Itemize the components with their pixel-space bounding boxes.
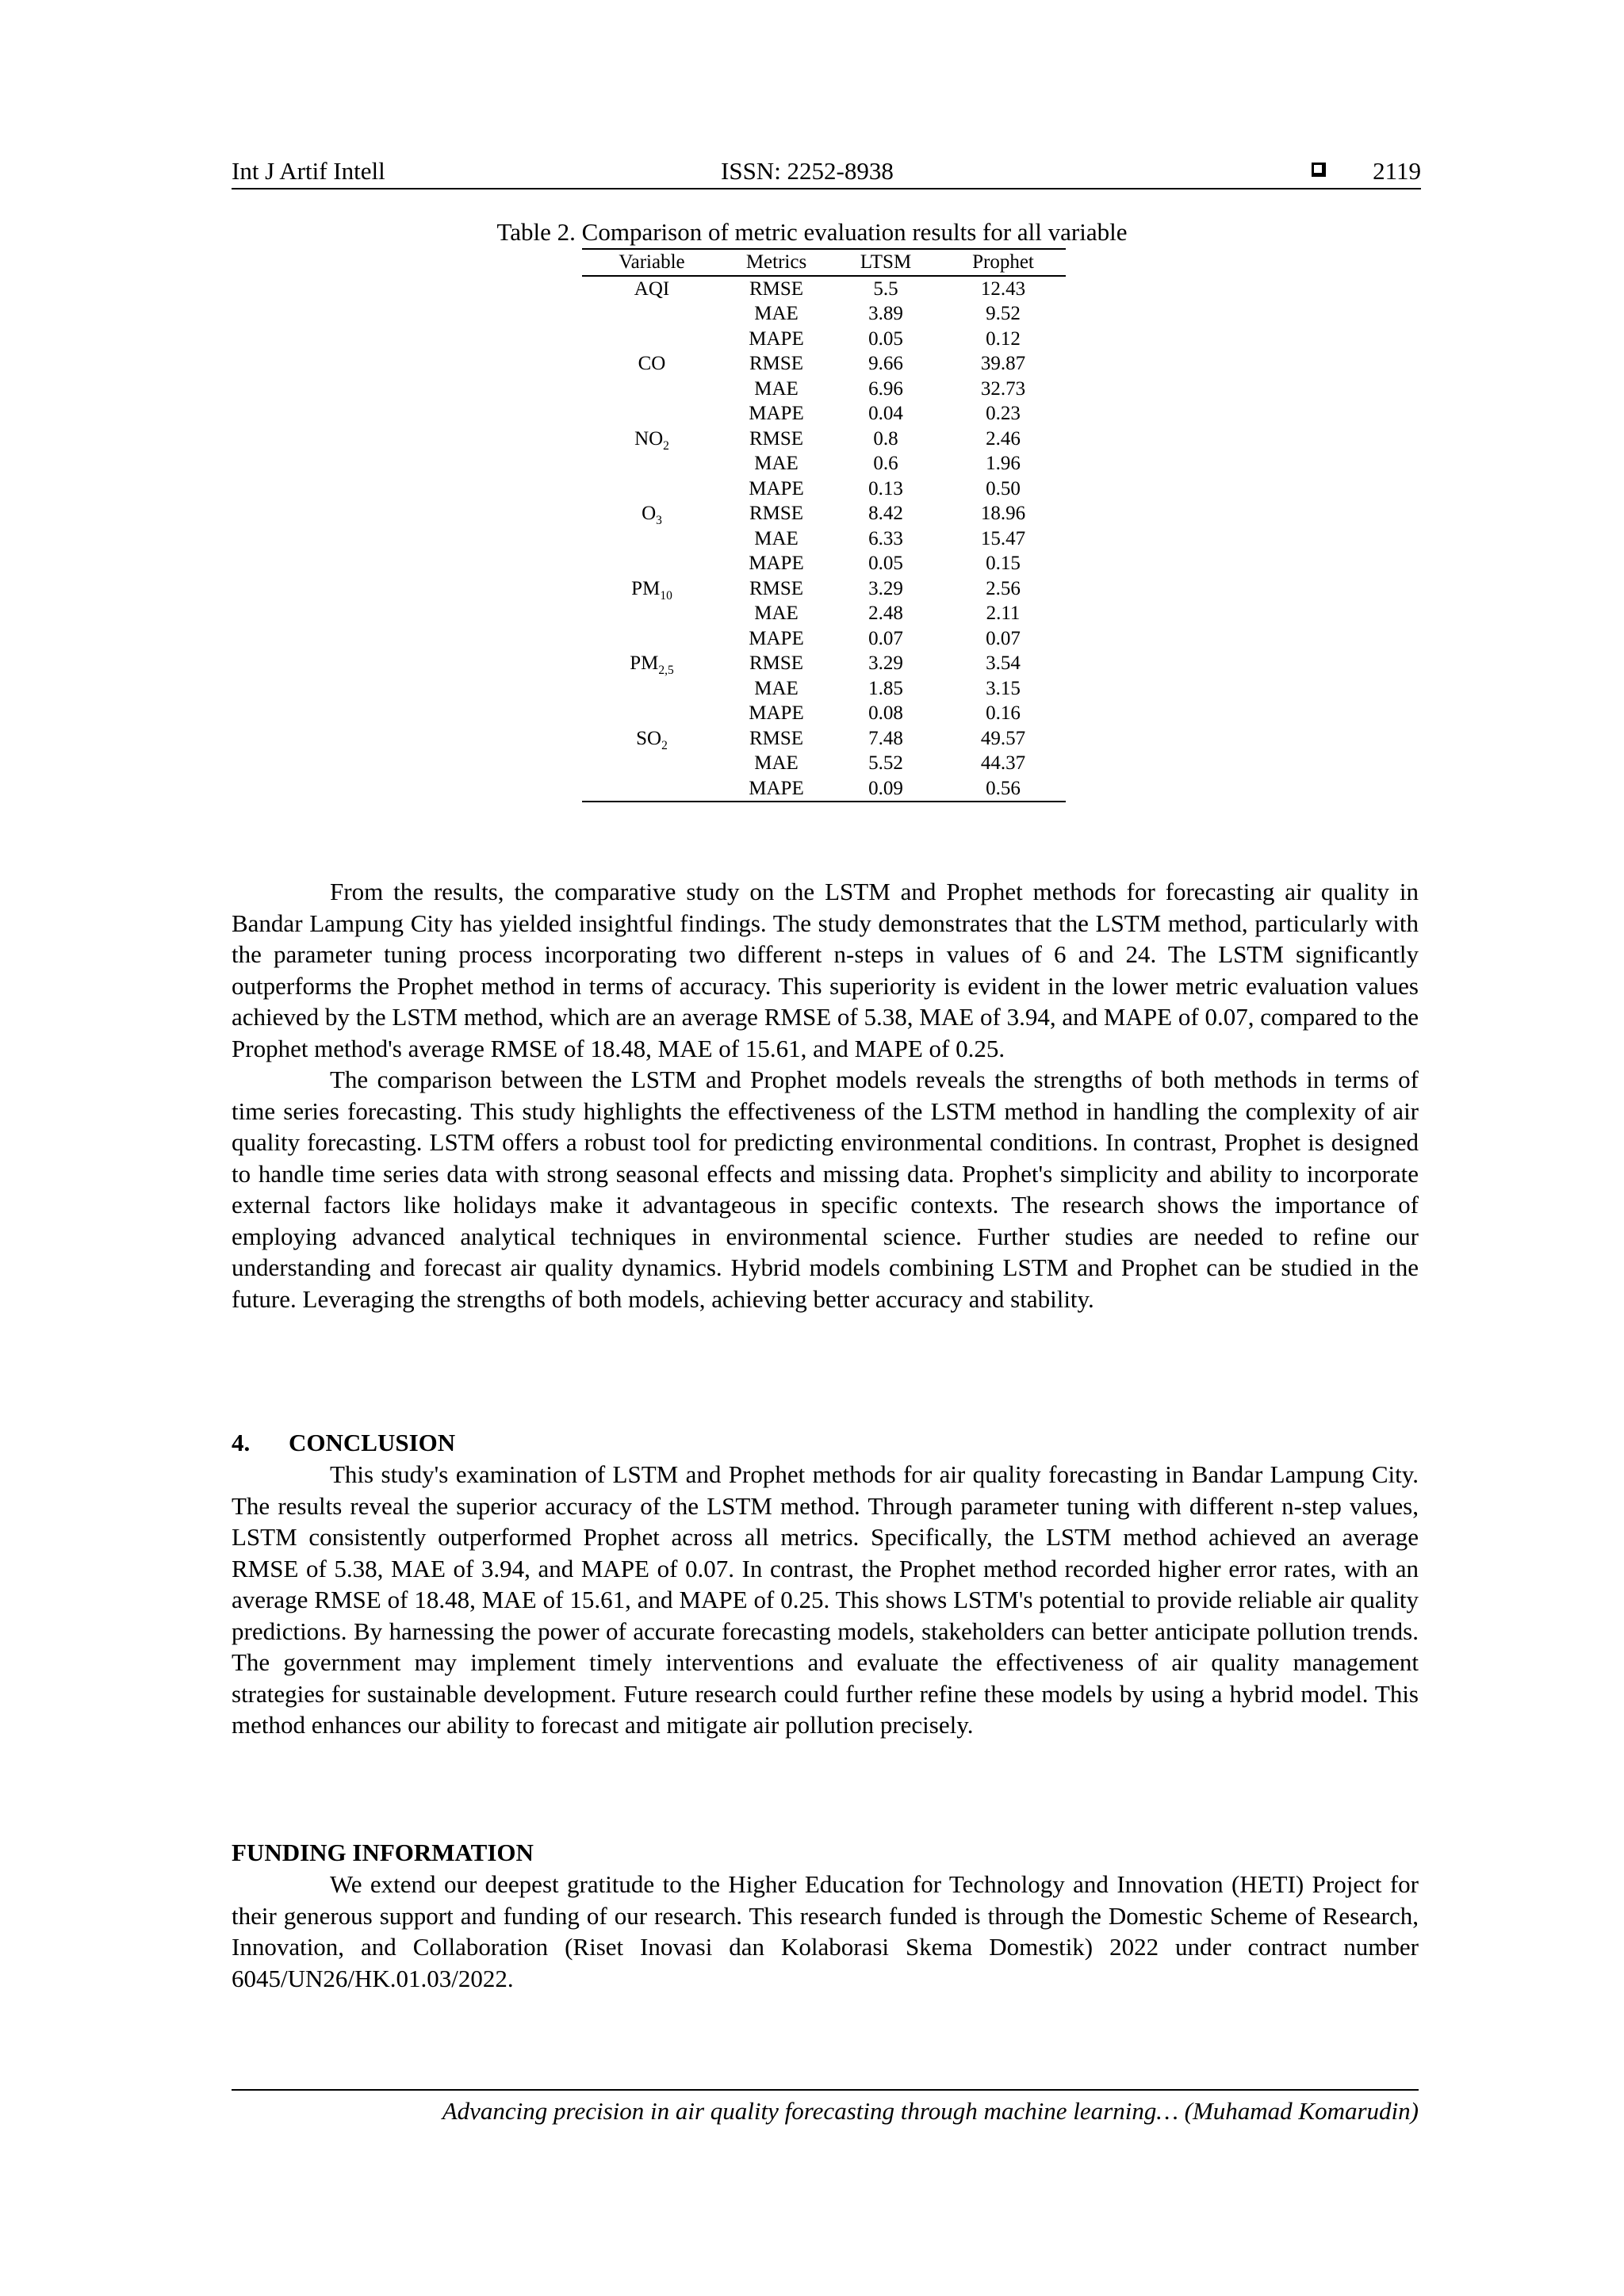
ltsm-value-cell: 0.8 <box>873 427 898 450</box>
ltsm-value-cell: 0.05 <box>868 327 903 350</box>
conclusion-body <box>232 1459 1419 1741</box>
page-header <box>232 155 1421 189</box>
table-row <box>582 276 1066 302</box>
results-discussion <box>232 876 1419 1314</box>
ltsm-value-cell: 8.42 <box>868 503 903 524</box>
variable-cell <box>582 401 722 427</box>
column-header: Metrics <box>745 251 807 273</box>
table-row <box>582 526 1066 552</box>
variable-cell <box>582 601 722 626</box>
variable-cell <box>582 276 722 302</box>
table-row <box>582 501 1066 526</box>
metric-cell: MAE <box>754 377 799 400</box>
variable-name: CO <box>638 353 666 374</box>
metric-cell: MAE <box>754 752 799 774</box>
prophet-value-cell: 2.11 <box>986 603 1021 624</box>
variable-subscript: 10 <box>660 588 672 603</box>
metric-cell: MAE <box>754 527 799 549</box>
table-row <box>582 776 1066 802</box>
ltsm-value-cell: 3.29 <box>868 577 903 599</box>
table-caption: Table 2. Comparison of metric evaluation results for all variable <box>496 218 1128 246</box>
variable-cell <box>582 476 722 502</box>
table-row <box>582 551 1066 576</box>
ltsm-value-cell: 5.52 <box>868 752 903 774</box>
variable-name: NO <box>634 427 664 450</box>
prophet-value-cell: 3.54 <box>986 652 1021 674</box>
table-row <box>582 401 1066 427</box>
variable-name: PM <box>630 652 659 674</box>
prophet-value-cell: 44.37 <box>980 752 1026 774</box>
table-row <box>582 701 1066 726</box>
ltsm-value-cell: 0.6 <box>873 453 898 474</box>
prophet-value-cell: 39.87 <box>980 353 1026 374</box>
prophet-value-cell: 49.57 <box>980 727 1026 749</box>
variable-cell <box>582 501 722 526</box>
metric-cell: RMSE <box>749 577 804 599</box>
metric-cell: RMSE <box>749 503 804 524</box>
table-row <box>582 301 1066 327</box>
table-row <box>582 751 1066 776</box>
paragraph: We extend our deepest gratitude to the Higher Education for Technology and Innovation (HETI) Project for their generous support and funding of our research. This research funded is through the Domestic Scheme of Research, Innovation, and Collaboration (Riset Inovasi dan Kolaborasi Skema Domestik) 2022 under contract number 6045/UN26/HK.01.03/2022. <box>232 1870 1419 1992</box>
table-header-row <box>582 249 1066 276</box>
table-row <box>582 451 1066 476</box>
metric-cell: RMSE <box>749 427 804 450</box>
variable-cell <box>582 676 722 702</box>
ltsm-value-cell: 1.85 <box>868 677 903 699</box>
metric-cell: RMSE <box>749 727 804 749</box>
table-row <box>582 576 1066 602</box>
metric-cell: MAPE <box>749 627 804 649</box>
column-header: Variable <box>619 251 685 273</box>
footer-rule <box>232 2089 1419 2091</box>
variable-cell <box>582 776 722 802</box>
variable-cell <box>582 301 722 327</box>
variable-name: AQI <box>634 277 670 300</box>
ltsm-value-cell: 3.89 <box>868 303 903 324</box>
prophet-value-cell: 0.50 <box>986 477 1021 499</box>
funding-body <box>232 1869 1419 1994</box>
variable-cell <box>582 651 722 676</box>
prophet-value-cell: 18.96 <box>980 503 1026 524</box>
variable-name: PM <box>631 577 661 599</box>
column-header: Prophet <box>972 251 1034 273</box>
page-number: 2119 <box>1373 157 1421 185</box>
funding-heading: FUNDING INFORMATION <box>232 1839 534 1866</box>
metric-cell: MAE <box>754 453 799 474</box>
section-number: 4. <box>232 1429 251 1456</box>
ltsm-value-cell: 5.5 <box>873 277 898 300</box>
prophet-value-cell: 0.07 <box>986 627 1021 649</box>
variable-cell <box>582 576 722 602</box>
table-row <box>582 676 1066 702</box>
table-body <box>582 276 1066 802</box>
variable-name: O <box>642 503 657 524</box>
column-header: LTSM <box>860 251 912 273</box>
prophet-value-cell: 0.56 <box>986 777 1021 799</box>
metric-cell: RMSE <box>749 353 804 374</box>
table-row <box>582 427 1066 452</box>
variable-cell <box>582 427 722 452</box>
variable-cell <box>582 451 722 476</box>
variable-cell <box>582 327 722 352</box>
ltsm-value-cell: 6.33 <box>868 527 903 549</box>
metric-cell: MAPE <box>749 777 804 799</box>
ltsm-value-cell: 2.48 <box>868 603 903 624</box>
table-row <box>582 651 1066 676</box>
metric-cell: MAPE <box>749 477 804 499</box>
variable-cell <box>582 626 722 652</box>
prophet-value-cell: 3.15 <box>986 677 1021 699</box>
ltsm-value-cell: 0.13 <box>868 477 903 499</box>
metric-cell: MAPE <box>749 327 804 350</box>
table-row <box>582 351 1066 377</box>
metric-cell: MAE <box>754 303 799 324</box>
ltsm-value-cell: 0.05 <box>868 553 903 574</box>
ltsm-value-cell: 6.96 <box>868 377 903 400</box>
prophet-value-cell: 32.73 <box>980 377 1026 400</box>
variable-cell <box>582 351 722 377</box>
issn: ISSN: 2252-8938 <box>721 157 894 185</box>
ltsm-value-cell: 0.08 <box>868 702 903 724</box>
prophet-value-cell: 0.23 <box>986 403 1021 424</box>
metrics-table <box>582 248 1066 802</box>
variable-cell <box>582 726 722 752</box>
variable-cell <box>582 526 722 552</box>
variable-subscript: 3 <box>656 514 662 527</box>
prophet-value-cell: 0.16 <box>986 702 1021 724</box>
metric-cell: RMSE <box>749 652 804 674</box>
running-footer: Advancing precision in air quality forecasting through machine learning… (Muhamad Komarudin) <box>442 2097 1419 2125</box>
variable-cell <box>582 377 722 402</box>
ltsm-value-cell: 0.09 <box>868 777 903 799</box>
ltsm-value-cell: 3.29 <box>868 652 903 674</box>
metric-cell: RMSE <box>749 277 804 300</box>
square-box-icon <box>1312 163 1326 177</box>
variable-cell <box>582 551 722 576</box>
prophet-value-cell: 15.47 <box>980 527 1026 549</box>
variable-cell <box>582 701 722 726</box>
variable-subscript: 2 <box>661 738 668 752</box>
prophet-value-cell: 12.43 <box>980 277 1026 300</box>
metric-cell: MAPE <box>749 553 804 574</box>
journal-name: Int J Artif Intell <box>232 157 385 185</box>
paragraph: From the results, the comparative study on the LSTM and Prophet methods for forecasting air quality in Bandar Lampung City has yielded insightful findings. The study demonstrates that the LSTM method, particularly with the parameter tuning process incorporating two different n-steps in values of 6 and 24. The LSTM significantly outperforms the Prophet method in terms of accuracy. This superiority is evident in the lower metric evaluation values achieved by the LSTM method, which are an average RMSE of 5.38, MAE of 3.94, and MAPE of 0.07, compared to the Prophet method's average RMSE of 18.48, MAE of 15.61, and MAPE of 0.25. <box>232 878 1419 1062</box>
variable-cell <box>582 751 722 776</box>
variable-name: SO <box>636 727 662 749</box>
ltsm-value-cell: 0.07 <box>868 627 903 649</box>
section-title: CONCLUSION <box>289 1429 456 1456</box>
table-row <box>582 626 1066 652</box>
ltsm-value-cell: 0.04 <box>868 403 903 424</box>
ltsm-value-cell: 7.48 <box>868 727 903 749</box>
table-row <box>582 327 1066 352</box>
table-row <box>582 601 1066 626</box>
conclusion-heading <box>232 1427 455 1458</box>
table-row <box>582 726 1066 752</box>
prophet-value-cell: 1.96 <box>986 453 1021 474</box>
prophet-value-cell: 2.56 <box>986 577 1021 599</box>
paragraph: This study's examination of LSTM and Prophet methods for air quality forecasting in Bandar Lampung City. The results reveal the superior accuracy of the LSTM method. Through parameter tuning with different n-step values, LSTM consistently outperformed Prophet across all metrics. Specifically, the LSTM method achieved an average RMSE of 5.38, MAE of 3.94, and MAPE of 0.07. In contrast, the Prophet method recorded higher error rates, with an average RMSE of 18.48, MAE of 15.61, and MAPE of 0.25. This shows LSTM's potential to provide reliable air quality predictions. By harnessing the power of accurate forecasting models, stakeholders can better anticipate pollution trends. The government may implement timely interventions and evaluate the effectiveness of air quality management strategies for sustainable development. Future research could further refine these models by using a hybrid model. This method enhances our ability to forecast and mitigate air pollution precisely. <box>232 1460 1419 1739</box>
table-row <box>582 476 1066 502</box>
prophet-value-cell: 0.12 <box>986 327 1021 350</box>
metric-cell: MAPE <box>749 702 804 724</box>
prophet-value-cell: 9.52 <box>986 303 1021 324</box>
prophet-value-cell: 0.15 <box>986 553 1021 574</box>
variable-subscript: 2,5 <box>658 664 674 677</box>
metric-cell: MAE <box>754 603 799 624</box>
table-row <box>582 377 1066 402</box>
prophet-value-cell: 2.46 <box>986 427 1021 450</box>
metric-cell: MAE <box>754 677 799 699</box>
ltsm-value-cell: 9.66 <box>868 353 903 374</box>
paragraph: The comparison between the LSTM and Prophet models reveals the strengths of both methods in terms of time series forecasting. This study highlights the effectiveness of the LSTM method in handling the complexity of air quality forecasting. LSTM offers a robust tool for predicting environmental conditions. In contrast, Prophet is designed to handle time series data with strong seasonal effects and missing data. Prophet's simplicity and ability to incorporate external factors like holidays make it advantageous in specific contexts. The research shows the importance of employing advanced analytical techniques in environmental science. Further studies are needed to refine our understanding and forecast air quality dynamics. Hybrid models combining LSTM and Prophet can be studied in the future. Leveraging the strengths of both models, achieving better accuracy and stability. <box>232 1066 1419 1313</box>
variable-subscript: 2 <box>663 438 669 453</box>
metric-cell: MAPE <box>749 403 804 424</box>
